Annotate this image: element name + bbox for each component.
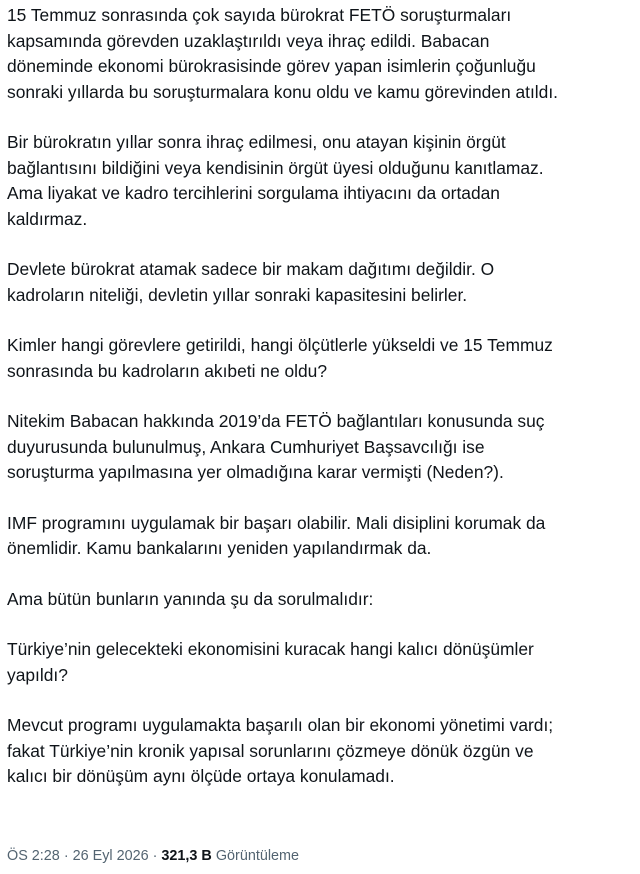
tweet-paragraph-7: Ama bütün bunların yanında şu da sorulmalıdır: bbox=[7, 588, 374, 609]
tweet-paragraph-9: Mevcut programı uygulamakta başarılı olan bir ekonomi yönetimi vardı; fakat Türkiye’nin kronik yapısal sorunlarını çözmeye dönük özgün ve kalıcı bir dönüşüm aynı ölçüde ortaya konulamadı. bbox=[7, 715, 554, 786]
tweet-meta bbox=[7, 846, 299, 866]
tweet-time: ÖS 2:28 bbox=[7, 848, 60, 864]
tweet-paragraph-2: Bir bürokratın yıllar sonra ihraç edilmesi, onu atayan kişinin örgüt bağlantısını bildiğini veya kendisinin örgüt üyesi olduğunu kanıtlamaz. Ama liyakat ve kadro tercihlerini sorgulama ihtiyacını da ortadan kaldırmaz. bbox=[7, 132, 544, 229]
tweet bbox=[7, 3, 633, 815]
tweet-paragraph-4: Kimler hangi görevlere getirildi, hangi ölçütlerle yükseldi ve 15 Temmuz sonrasında bu kadroların akıbeti ne oldu? bbox=[7, 335, 553, 381]
tweet-date: 26 Eyl 2026 bbox=[72, 848, 149, 864]
separator-dot: · bbox=[152, 848, 158, 864]
tweet-paragraph-1: 15 Temmuz sonrasında çok sayıda bürokrat FETÖ soruşturmaları kapsamında görevden uzaklaştırıldı veya ihraç edildi. Babacan döneminde ekonomi bürokrasisinde görev yapan isimlerin çoğunluğu sonraki yıllarda bu soruşturmalara konu oldu ve kamu görevinden atıldı. bbox=[7, 5, 558, 102]
tweet-paragraph-8: Türkiye’nin gelecekteki ekonomisini kuracak hangi kalıcı dönüşümler yapıldı? bbox=[7, 639, 534, 685]
tweet-paragraph-6: IMF programını uygulamak bir başarı olabilir. Mali disiplini korumak da önemlidir. Kamu bankalarını yeniden yapılandırmak da. bbox=[7, 512, 546, 558]
views-label: Görüntüleme bbox=[215, 848, 300, 864]
separator-dot: · bbox=[63, 848, 69, 864]
views-count: 321,3 B bbox=[161, 848, 212, 864]
tweet-paragraph-5: Nitekim Babacan hakkında 2019’da FETÖ bağlantıları konusunda suç duyurusunda bulunulmuş, Ankara Cumhuriyet Başsavcılığı ise soruşturma yapılmasına yer olmadığına karar vermişti (Neden?). bbox=[7, 411, 545, 482]
tweet-paragraph-3: Devlete bürokrat atamak sadece bir makam dağıtımı değildir. O kadroların niteliği, devletin yıllar sonraki kapasitesini belirler. bbox=[7, 259, 495, 305]
tweet-text bbox=[7, 3, 633, 790]
tweet-timestamp[interactable] bbox=[7, 848, 149, 864]
